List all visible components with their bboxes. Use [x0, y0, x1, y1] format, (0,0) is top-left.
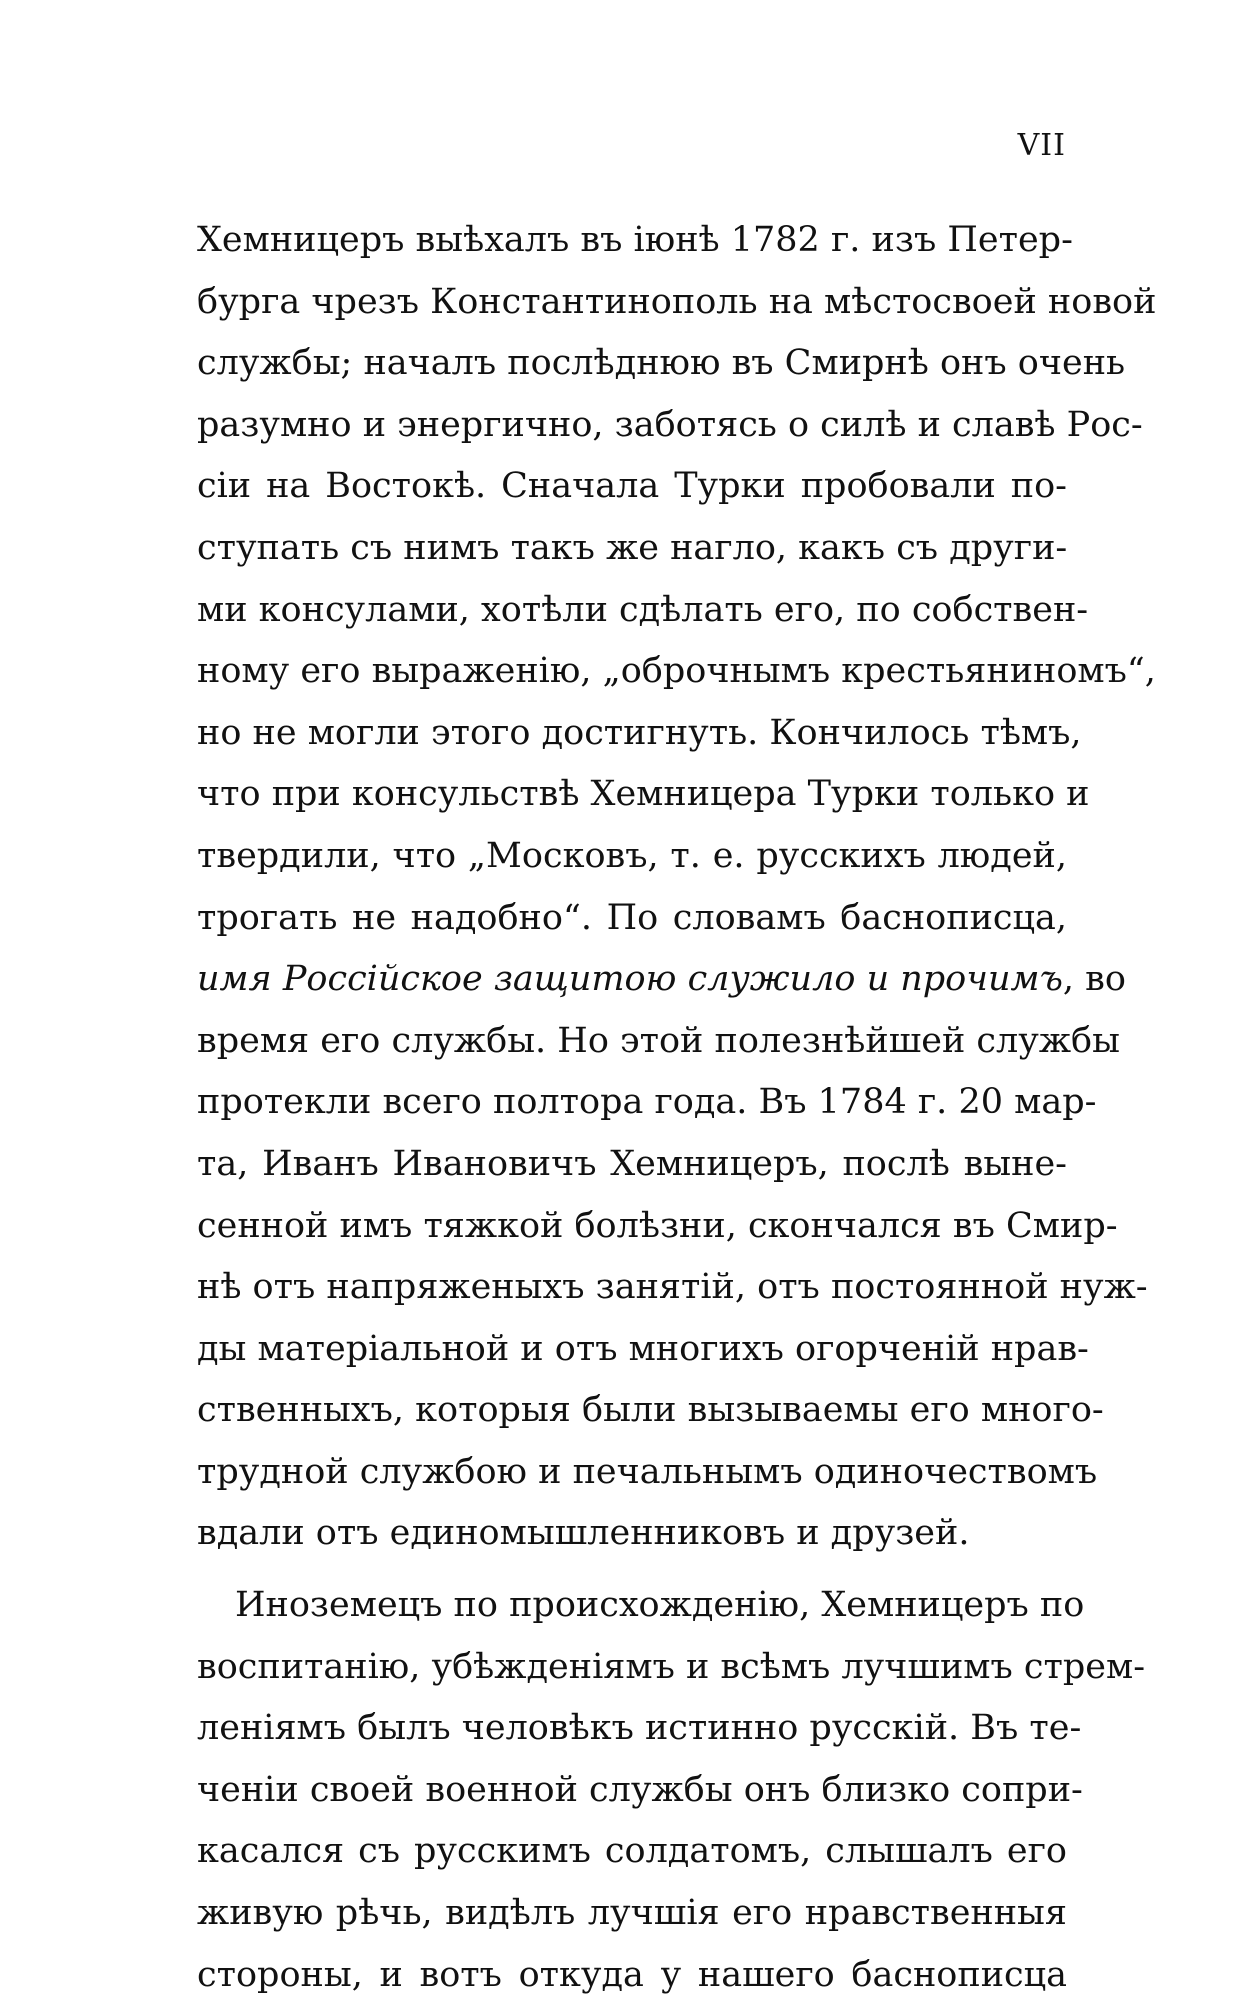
quote-line-rest: , во [1062, 959, 1126, 1000]
text-line: ченіи своей военной службы онъ близко сопри- [197, 1769, 1083, 1810]
text-line: службы; началъ послѣднюю въ Смирнѣ онъ очень [197, 343, 1126, 384]
text-line: вдали отъ единомышленниковъ и друзей. [197, 1513, 970, 1554]
text-line: сіи на Востокѣ. Сначала Турки пробовали по- [197, 466, 1067, 507]
text-line: бурга чрезъ Константинополь на мѣстосвоей новой [197, 281, 1157, 322]
body-text [197, 210, 1157, 2006]
text-line: ступать съ нимъ такъ же нагло, какъ съ други- [197, 527, 1068, 568]
text-line: та, Иванъ Ивановичъ Хемницеръ, послѣ выне- [197, 1143, 1067, 1184]
text-line: что при консульствѣ Хемницера Турки только и [197, 774, 1090, 815]
text-line: леніямъ былъ человѣкъ истинно русскій. Въ те- [197, 1708, 1082, 1749]
italic-quote-line [197, 949, 1126, 1011]
text-line: нѣ отъ напряженыхъ занятій, отъ постоянной нуж- [197, 1267, 1148, 1308]
page-number: VII [1017, 128, 1066, 163]
text-line: ми консулами, хотѣли сдѣлать его, по собствен- [197, 589, 1089, 630]
text-line: стороны, и вотъ откуда у нашего баснописца [197, 1954, 1067, 1995]
text-line: сенной имъ тяжкой болѣзни, скончался въ Смир- [197, 1205, 1118, 1246]
paragraph-2 [197, 1575, 1146, 2006]
text-line: Хемницеръ выѣхалъ въ іюнѣ 1782 г. изъ Петер- [197, 220, 1073, 260]
text-line: касался съ русскимъ солдатомъ, слышалъ его [197, 1831, 1067, 1872]
text-line: Иноземецъ по происхожденію, Хемницеръ по [235, 1585, 1085, 1626]
text-line: твердили, что „Московъ, т. е. русскихъ людей, [197, 835, 1067, 876]
text-line: но не могли этого достигнуть. Кончилось тѣмъ, [197, 712, 1082, 753]
text-line: живую рѣчь, видѣлъ лучшія его нравственныя [197, 1893, 1067, 1934]
text-line: ды матеріальной и отъ многихъ огорченій нрав- [197, 1328, 1089, 1369]
text-line: протекли всего полтора года. Въ 1784 г. 20 мар- [197, 1082, 1097, 1123]
text-line: ственныхъ, которыя были вызываемы его много- [197, 1390, 1104, 1431]
text-line: ному его выраженію, „оброчнымъ крестьяниномъ“, [197, 651, 1156, 692]
text-line: разумно и энергично, заботясь о силѣ и славѣ Рос- [197, 404, 1143, 445]
paragraph-1 [197, 210, 1157, 1565]
paragraph-gap [197, 1565, 1067, 1575]
text-line: воспитанію, убѣжденіямъ и всѣмъ лучшимъ стрем- [197, 1646, 1146, 1687]
text-line: трогать не надобно“. По словамъ баснописца, [197, 897, 1067, 938]
text-line: время его службы. Но этой полезнѣйшей службы [197, 1020, 1120, 1061]
italic-quote: имя Россійское защитою служило и прочимъ [197, 959, 1063, 1000]
text-line: трудной службою и печальнымъ одиночествомъ [197, 1451, 1098, 1492]
